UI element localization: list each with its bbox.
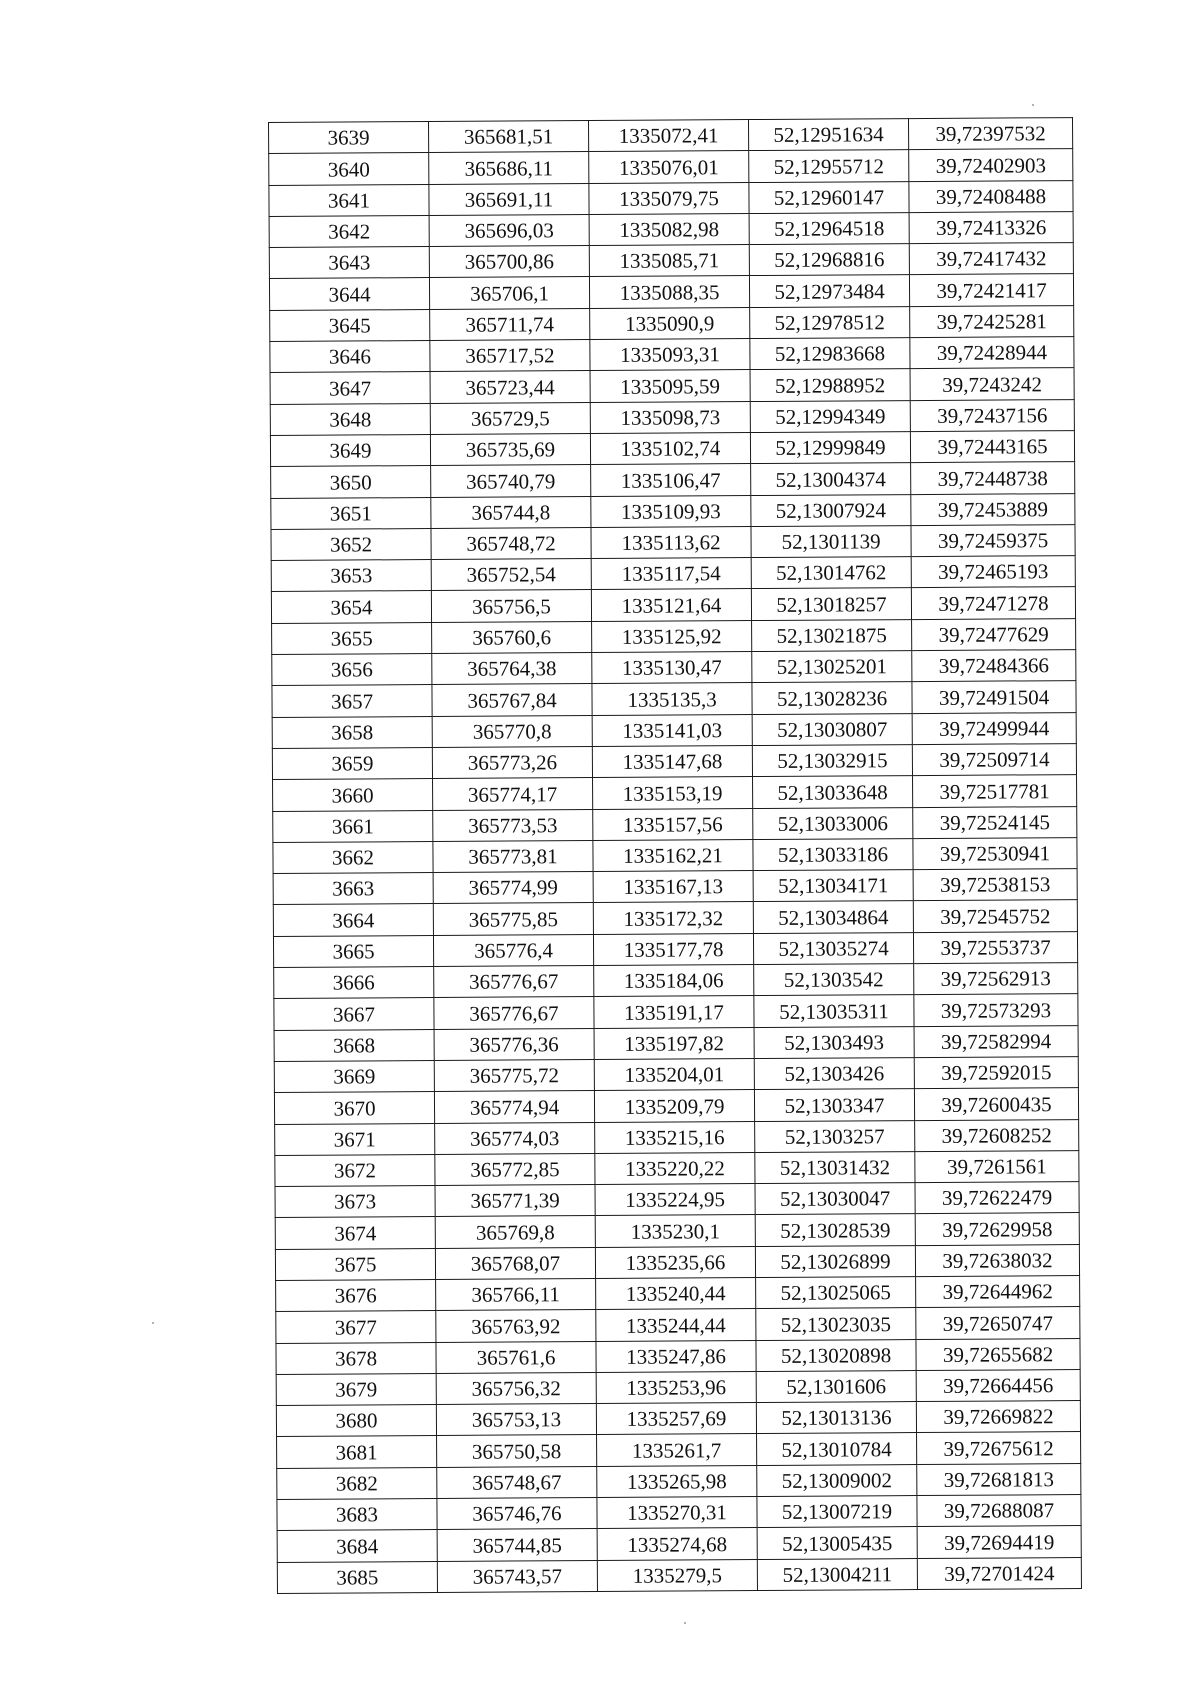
table-row <box>276 1401 1080 1437</box>
y-coordinate-cell: 1335177,78 <box>593 933 753 965</box>
table-row <box>273 775 1077 811</box>
table-row <box>270 431 1074 467</box>
y-coordinate-cell: 1335085,71 <box>589 245 749 277</box>
point-number-cell: 3648 <box>270 403 430 435</box>
longitude-cell: 39,72428944 <box>910 337 1074 369</box>
x-coordinate-cell: 365686,11 <box>429 152 589 184</box>
y-coordinate-cell: 1335135,3 <box>592 683 752 715</box>
x-coordinate-cell: 365775,72 <box>434 1059 594 1091</box>
latitude-cell: 52,1301139 <box>751 525 911 557</box>
x-coordinate-cell: 365740,79 <box>431 465 591 497</box>
table-row <box>275 1244 1079 1280</box>
x-coordinate-cell: 365771,39 <box>435 1185 595 1217</box>
y-coordinate-cell: 1335215,16 <box>595 1121 755 1153</box>
table-row <box>271 524 1075 560</box>
x-coordinate-cell: 365774,17 <box>433 778 593 810</box>
y-coordinate-cell: 1335157,56 <box>593 808 753 840</box>
point-number-cell: 3664 <box>273 904 433 936</box>
latitude-cell: 52,12973484 <box>749 275 909 307</box>
point-number-cell: 3641 <box>269 184 429 216</box>
latitude-cell: 52,13014762 <box>751 557 911 589</box>
longitude-cell: 39,72701424 <box>917 1557 1081 1589</box>
latitude-cell: 52,1303257 <box>755 1120 915 1152</box>
latitude-cell: 52,13031432 <box>755 1151 915 1183</box>
longitude-cell: 39,72397532 <box>908 118 1072 150</box>
latitude-cell: 52,12983668 <box>750 338 910 370</box>
point-number-cell: 3682 <box>277 1467 437 1499</box>
y-coordinate-cell: 1335261,7 <box>597 1434 757 1466</box>
point-number-cell: 3653 <box>271 560 431 592</box>
latitude-cell: 52,13033186 <box>753 838 913 870</box>
x-coordinate-cell: 365748,72 <box>431 527 591 559</box>
point-number-cell: 3677 <box>276 1311 436 1343</box>
point-number-cell: 3661 <box>273 810 433 842</box>
x-coordinate-cell: 365729,5 <box>430 402 590 434</box>
x-coordinate-cell: 365766,11 <box>436 1279 596 1311</box>
y-coordinate-cell: 1335125,92 <box>592 620 752 652</box>
longitude-cell: 39,72694419 <box>917 1526 1081 1558</box>
table-row <box>277 1557 1081 1593</box>
x-coordinate-cell: 365756,5 <box>431 590 591 622</box>
table-row <box>272 712 1076 748</box>
y-coordinate-cell: 1335172,32 <box>593 902 753 934</box>
point-number-cell: 3659 <box>272 747 432 779</box>
longitude-cell: 39,72530941 <box>913 837 1077 869</box>
y-coordinate-cell: 1335076,01 <box>589 151 749 183</box>
latitude-cell: 52,13010784 <box>757 1433 917 1465</box>
table-row <box>272 650 1076 686</box>
table-row <box>269 274 1073 310</box>
x-coordinate-cell: 365717,52 <box>430 340 590 372</box>
y-coordinate-cell: 1335106,47 <box>591 464 751 496</box>
y-coordinate-cell: 1335088,35 <box>589 276 749 308</box>
longitude-cell: 39,72471278 <box>911 587 1075 619</box>
longitude-cell: 39,72425281 <box>910 305 1074 337</box>
y-coordinate-cell: 1335072,41 <box>588 120 748 152</box>
table-row <box>276 1338 1080 1374</box>
y-coordinate-cell: 1335204,01 <box>594 1058 754 1090</box>
x-coordinate-cell: 365776,36 <box>434 1028 594 1060</box>
latitude-cell: 52,13028236 <box>752 682 912 714</box>
latitude-cell: 52,1301606 <box>756 1370 916 1402</box>
y-coordinate-cell: 1335184,06 <box>594 965 754 997</box>
x-coordinate-cell: 365774,94 <box>434 1091 594 1123</box>
table-row <box>273 806 1077 842</box>
latitude-cell: 52,13009002 <box>757 1464 917 1496</box>
latitude-cell: 52,13021875 <box>752 619 912 651</box>
table-row <box>273 900 1077 936</box>
y-coordinate-cell: 1335082,98 <box>589 213 749 245</box>
scan-speck <box>152 1322 154 1324</box>
point-number-cell: 3670 <box>274 1092 434 1124</box>
y-coordinate-cell: 1335257,69 <box>596 1403 756 1435</box>
x-coordinate-cell: 365711,74 <box>430 308 590 340</box>
point-number-cell: 3668 <box>274 1029 434 1061</box>
table-row <box>272 681 1076 717</box>
x-coordinate-cell: 365744,85 <box>437 1529 597 1561</box>
point-number-cell: 3675 <box>275 1248 435 1280</box>
point-number-cell: 3666 <box>274 967 434 999</box>
scan-speck <box>1032 104 1034 106</box>
longitude-cell: 39,72453889 <box>911 493 1075 525</box>
x-coordinate-cell: 365764,38 <box>432 653 592 685</box>
longitude-cell: 39,72655682 <box>916 1338 1080 1370</box>
point-number-cell: 3684 <box>277 1530 437 1562</box>
latitude-cell: 52,12951634 <box>748 119 908 151</box>
y-coordinate-cell: 1335274,68 <box>597 1528 757 1560</box>
table-row <box>277 1432 1081 1468</box>
table-row <box>274 994 1078 1030</box>
table-row <box>273 931 1077 967</box>
table-row <box>269 211 1073 247</box>
table-row <box>269 149 1073 185</box>
x-coordinate-cell: 365775,85 <box>433 903 593 935</box>
point-number-cell: 3654 <box>271 591 431 623</box>
y-coordinate-cell: 1335197,82 <box>594 1027 754 1059</box>
longitude-cell: 39,72629958 <box>915 1213 1079 1245</box>
x-coordinate-cell: 365774,03 <box>435 1122 595 1154</box>
y-coordinate-cell: 1335244,44 <box>596 1309 756 1341</box>
longitude-cell: 39,72650747 <box>916 1307 1080 1339</box>
y-coordinate-cell: 1335147,68 <box>592 745 752 777</box>
latitude-cell: 52,12964518 <box>749 212 909 244</box>
table-row <box>277 1495 1081 1531</box>
latitude-cell: 52,13018257 <box>751 588 911 620</box>
point-number-cell: 3652 <box>271 528 431 560</box>
x-coordinate-cell: 365760,6 <box>432 621 592 653</box>
x-coordinate-cell: 365735,69 <box>430 434 590 466</box>
latitude-cell: 52,13030047 <box>755 1183 915 1215</box>
latitude-cell: 52,13035274 <box>753 932 913 964</box>
point-number-cell: 3644 <box>269 278 429 310</box>
point-number-cell: 3679 <box>276 1373 436 1405</box>
table-row <box>273 869 1077 905</box>
latitude-cell: 52,13028539 <box>755 1214 915 1246</box>
y-coordinate-cell: 1335265,98 <box>597 1465 757 1497</box>
latitude-cell: 52,13007219 <box>757 1496 917 1528</box>
x-coordinate-cell: 365773,53 <box>433 809 593 841</box>
latitude-cell: 52,13023035 <box>756 1308 916 1340</box>
latitude-cell: 52,12955712 <box>749 150 909 182</box>
latitude-cell: 52,1303426 <box>754 1057 914 1089</box>
longitude-cell: 39,72573293 <box>914 994 1078 1026</box>
point-number-cell: 3663 <box>273 873 433 905</box>
longitude-cell: 39,72600435 <box>914 1088 1078 1120</box>
longitude-cell: 39,72437156 <box>910 399 1074 431</box>
point-number-cell: 3685 <box>277 1561 437 1593</box>
point-number-cell: 3667 <box>274 998 434 1030</box>
table-row <box>270 337 1074 373</box>
longitude-cell: 39,72681813 <box>917 1463 1081 1495</box>
x-coordinate-cell: 365756,32 <box>436 1372 596 1404</box>
x-coordinate-cell: 365752,54 <box>431 559 591 591</box>
latitude-cell: 52,13004374 <box>751 463 911 495</box>
y-coordinate-cell: 1335109,93 <box>591 495 751 527</box>
coordinates-table-body <box>269 118 1082 1594</box>
y-coordinate-cell: 1335224,95 <box>595 1184 755 1216</box>
y-coordinate-cell: 1335098,73 <box>590 401 750 433</box>
table-row <box>274 963 1078 999</box>
table-row <box>270 368 1074 404</box>
y-coordinate-cell: 1335247,86 <box>596 1340 756 1372</box>
point-number-cell: 3649 <box>270 434 430 466</box>
x-coordinate-cell: 365743,57 <box>437 1560 597 1592</box>
longitude-cell: 39,72491504 <box>912 681 1076 713</box>
y-coordinate-cell: 1335235,66 <box>595 1246 755 1278</box>
latitude-cell: 52,13034171 <box>753 870 913 902</box>
longitude-cell: 39,72465193 <box>911 556 1075 588</box>
coordinates-table <box>268 117 1082 1594</box>
table-row <box>276 1369 1080 1405</box>
longitude-cell: 39,72448738 <box>911 462 1075 494</box>
point-number-cell: 3657 <box>272 685 432 717</box>
table-row <box>276 1276 1080 1312</box>
latitude-cell: 52,12960147 <box>749 181 909 213</box>
x-coordinate-cell: 365706,1 <box>429 277 589 309</box>
x-coordinate-cell: 365761,6 <box>436 1341 596 1373</box>
table-row <box>272 744 1076 780</box>
longitude-cell: 39,7243242 <box>910 368 1074 400</box>
longitude-cell: 39,72562913 <box>914 963 1078 995</box>
x-coordinate-cell: 365774,99 <box>433 872 593 904</box>
longitude-cell: 39,72608252 <box>915 1119 1079 1151</box>
point-number-cell: 3643 <box>269 247 429 279</box>
table-row <box>269 118 1073 154</box>
latitude-cell: 52,13020898 <box>756 1339 916 1371</box>
x-coordinate-cell: 365681,51 <box>429 121 589 153</box>
longitude-cell: 39,72638032 <box>915 1244 1079 1276</box>
y-coordinate-cell: 1335162,21 <box>593 839 753 871</box>
latitude-cell: 52,13033006 <box>753 807 913 839</box>
longitude-cell: 39,72509714 <box>912 744 1076 776</box>
x-coordinate-cell: 365696,03 <box>429 214 589 246</box>
coordinates-table-container <box>268 117 1081 1594</box>
y-coordinate-cell: 1335153,19 <box>593 777 753 809</box>
x-coordinate-cell: 365700,86 <box>429 246 589 278</box>
y-coordinate-cell: 1335191,17 <box>594 996 754 1028</box>
y-coordinate-cell: 1335141,03 <box>592 714 752 746</box>
latitude-cell: 52,13025065 <box>756 1277 916 1309</box>
longitude-cell: 39,72553737 <box>913 931 1077 963</box>
longitude-cell: 39,72484366 <box>912 650 1076 682</box>
point-number-cell: 3672 <box>275 1154 435 1186</box>
table-row <box>277 1526 1081 1562</box>
y-coordinate-cell: 1335113,62 <box>591 526 751 558</box>
longitude-cell: 39,72545752 <box>913 900 1077 932</box>
table-row <box>275 1150 1079 1186</box>
table-row <box>269 243 1073 279</box>
x-coordinate-cell: 365763,92 <box>436 1310 596 1342</box>
longitude-cell: 39,72417432 <box>909 243 1073 275</box>
table-row <box>271 462 1075 498</box>
table-row <box>270 305 1074 341</box>
point-number-cell: 3656 <box>272 654 432 686</box>
longitude-cell: 39,72644962 <box>916 1276 1080 1308</box>
x-coordinate-cell: 365753,13 <box>436 1404 596 1436</box>
y-coordinate-cell: 1335270,31 <box>597 1497 757 1529</box>
longitude-cell: 39,72408488 <box>909 180 1073 212</box>
point-number-cell: 3639 <box>269 122 429 154</box>
latitude-cell: 52,13030807 <box>752 713 912 745</box>
x-coordinate-cell: 365691,11 <box>429 183 589 215</box>
table-row <box>274 1088 1078 1124</box>
y-coordinate-cell: 1335209,79 <box>594 1090 754 1122</box>
y-coordinate-cell: 1335095,59 <box>590 370 750 402</box>
point-number-cell: 3651 <box>271 497 431 529</box>
point-number-cell: 3671 <box>275 1123 435 1155</box>
point-number-cell: 3676 <box>276 1279 436 1311</box>
latitude-cell: 52,13025201 <box>752 651 912 683</box>
table-row <box>274 1056 1078 1092</box>
point-number-cell: 3681 <box>277 1436 437 1468</box>
table-row <box>276 1307 1080 1343</box>
y-coordinate-cell: 1335102,74 <box>590 433 750 465</box>
y-coordinate-cell: 1335240,44 <box>596 1278 756 1310</box>
y-coordinate-cell: 1335121,64 <box>591 589 751 621</box>
point-number-cell: 3645 <box>270 309 430 341</box>
latitude-cell: 52,13032915 <box>752 745 912 777</box>
table-row <box>275 1119 1079 1155</box>
longitude-cell: 39,72688087 <box>917 1495 1081 1527</box>
x-coordinate-cell: 365773,81 <box>433 840 593 872</box>
point-number-cell: 3680 <box>276 1405 436 1437</box>
latitude-cell: 52,1303493 <box>754 1026 914 1058</box>
latitude-cell: 52,12999849 <box>750 432 910 464</box>
y-coordinate-cell: 1335167,13 <box>593 871 753 903</box>
table-row <box>275 1213 1079 1249</box>
longitude-cell: 39,72402903 <box>909 149 1073 181</box>
y-coordinate-cell: 1335220,22 <box>595 1152 755 1184</box>
point-number-cell: 3640 <box>269 153 429 185</box>
longitude-cell: 39,72459375 <box>911 524 1075 556</box>
latitude-cell: 52,13005435 <box>757 1527 917 1559</box>
x-coordinate-cell: 365770,8 <box>432 715 592 747</box>
longitude-cell: 39,72413326 <box>909 211 1073 243</box>
point-number-cell: 3669 <box>274 1060 434 1092</box>
latitude-cell: 52,13026899 <box>755 1245 915 1277</box>
latitude-cell: 52,1303542 <box>754 964 914 996</box>
latitude-cell: 52,1303347 <box>754 1089 914 1121</box>
latitude-cell: 52,13007924 <box>751 494 911 526</box>
latitude-cell: 52,12968816 <box>749 244 909 276</box>
y-coordinate-cell: 1335093,31 <box>590 339 750 371</box>
point-number-cell: 3665 <box>273 935 433 967</box>
y-coordinate-cell: 1335079,75 <box>589 182 749 214</box>
longitude-cell: 39,72622479 <box>915 1182 1079 1214</box>
point-number-cell: 3683 <box>277 1499 437 1531</box>
latitude-cell: 52,13034864 <box>753 901 913 933</box>
longitude-cell: 39,72538153 <box>913 869 1077 901</box>
longitude-cell: 39,72443165 <box>910 431 1074 463</box>
x-coordinate-cell: 365776,67 <box>434 966 594 998</box>
longitude-cell: 39,72664456 <box>916 1369 1080 1401</box>
point-number-cell: 3662 <box>273 841 433 873</box>
point-number-cell: 3655 <box>272 622 432 654</box>
table-row <box>270 399 1074 435</box>
table-row <box>271 493 1075 529</box>
point-number-cell: 3642 <box>269 215 429 247</box>
point-number-cell: 3660 <box>273 779 433 811</box>
x-coordinate-cell: 365748,67 <box>437 1466 597 1498</box>
longitude-cell: 39,72675612 <box>917 1432 1081 1464</box>
latitude-cell: 52,13035311 <box>754 995 914 1027</box>
x-coordinate-cell: 365776,67 <box>434 997 594 1029</box>
point-number-cell: 3650 <box>271 466 431 498</box>
latitude-cell: 52,13013136 <box>756 1402 916 1434</box>
table-row <box>275 1182 1079 1218</box>
point-number-cell: 3646 <box>270 341 430 373</box>
longitude-cell: 39,72669822 <box>916 1401 1080 1433</box>
x-coordinate-cell: 365767,84 <box>432 684 592 716</box>
longitude-cell: 39,72524145 <box>913 806 1077 838</box>
y-coordinate-cell: 1335090,9 <box>590 307 750 339</box>
longitude-cell: 39,72592015 <box>914 1056 1078 1088</box>
table-row <box>273 837 1077 873</box>
table-row <box>271 587 1075 623</box>
y-coordinate-cell: 1335279,5 <box>597 1559 757 1591</box>
y-coordinate-cell: 1335253,96 <box>596 1371 756 1403</box>
longitude-cell: 39,72421417 <box>909 274 1073 306</box>
table-row <box>269 180 1073 216</box>
y-coordinate-cell: 1335230,1 <box>595 1215 755 1247</box>
y-coordinate-cell: 1335117,54 <box>591 558 751 590</box>
y-coordinate-cell: 1335130,47 <box>592 652 752 684</box>
latitude-cell: 52,13033648 <box>753 776 913 808</box>
point-number-cell: 3674 <box>275 1217 435 1249</box>
x-coordinate-cell: 365769,8 <box>435 1216 595 1248</box>
point-number-cell: 3673 <box>275 1186 435 1218</box>
x-coordinate-cell: 365723,44 <box>430 371 590 403</box>
longitude-cell: 39,72582994 <box>914 1025 1078 1057</box>
point-number-cell: 3647 <box>270 372 430 404</box>
x-coordinate-cell: 365750,58 <box>437 1435 597 1467</box>
x-coordinate-cell: 365772,85 <box>435 1153 595 1185</box>
longitude-cell: 39,72477629 <box>912 618 1076 650</box>
latitude-cell: 52,12994349 <box>750 400 910 432</box>
x-coordinate-cell: 365773,26 <box>432 746 592 778</box>
longitude-cell: 39,7261561 <box>915 1150 1079 1182</box>
latitude-cell: 52,12978512 <box>750 306 910 338</box>
table-row <box>271 556 1075 592</box>
point-number-cell: 3678 <box>276 1342 436 1374</box>
table-row <box>277 1463 1081 1499</box>
point-number-cell: 3658 <box>272 716 432 748</box>
latitude-cell: 52,12988952 <box>750 369 910 401</box>
x-coordinate-cell: 365746,76 <box>437 1498 597 1530</box>
x-coordinate-cell: 365776,4 <box>433 934 593 966</box>
x-coordinate-cell: 365768,07 <box>435 1247 595 1279</box>
table-row <box>272 618 1076 654</box>
scan-speck <box>684 1622 686 1624</box>
table-row <box>274 1025 1078 1061</box>
latitude-cell: 52,13004211 <box>757 1558 917 1590</box>
longitude-cell: 39,72517781 <box>913 775 1077 807</box>
x-coordinate-cell: 365744,8 <box>431 496 591 528</box>
longitude-cell: 39,72499944 <box>912 712 1076 744</box>
